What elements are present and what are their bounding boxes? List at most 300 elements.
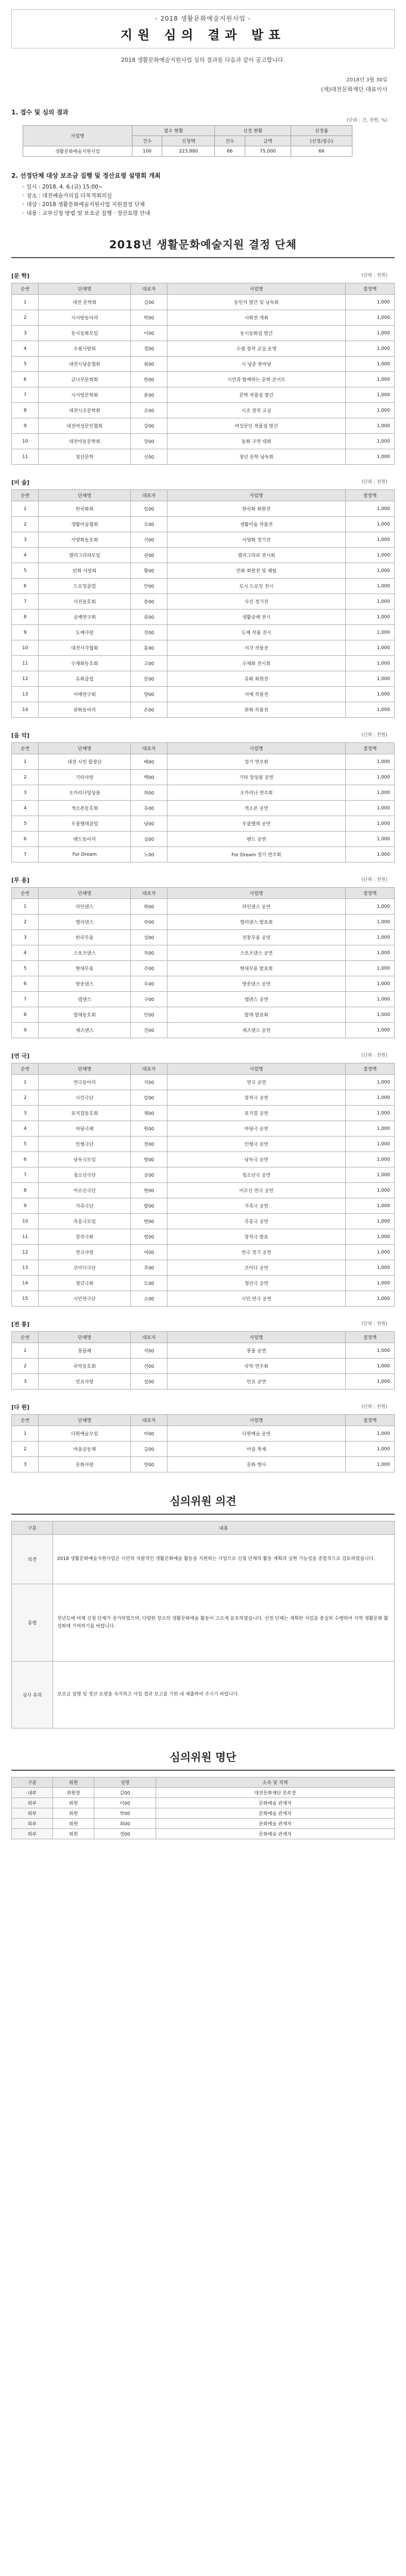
representative: 배00	[130, 754, 167, 770]
representative: 문00	[130, 671, 167, 687]
group-name: 국악동호회	[39, 1359, 131, 1374]
summary-subheader: 신청액	[162, 136, 215, 146]
table-row	[12, 1167, 395, 1183]
representative: 길00	[130, 1442, 167, 1457]
member-name: 박00	[94, 1808, 156, 1819]
representative: 하00	[130, 899, 167, 914]
briefing-info-item: ◦ 내용 : 교부신청 방법 및 보조금 집행 · 정산요령 안내	[22, 210, 150, 216]
table-row	[12, 501, 395, 517]
project-name: 시민과 함께하는 문학 콘서트	[167, 372, 345, 387]
grant-amount: 1,000	[345, 930, 394, 945]
opinion-header: 구분	[12, 1521, 53, 1535]
row-number: 3	[12, 1106, 39, 1121]
group-name: 색소폰동호회	[39, 801, 131, 816]
row-number: 3	[12, 785, 39, 801]
row-number: 1	[12, 1426, 39, 1442]
summary-header: 사업명	[23, 126, 132, 146]
grant-table	[11, 283, 395, 465]
grant-header: 순번	[12, 1332, 39, 1343]
grant-amount: 1,000	[345, 434, 394, 449]
representative: 류00	[130, 609, 167, 625]
project-name: 국악 연주회	[167, 1359, 345, 1374]
project-name: 연극 정기 공연	[167, 1245, 345, 1260]
row-number: 1	[12, 1343, 39, 1359]
group-name: 서양화동호회	[39, 532, 131, 548]
committee-header: 소속 및 직책	[156, 1777, 395, 1788]
table-row	[12, 449, 395, 465]
row-number: 10	[12, 1214, 39, 1229]
table-row	[12, 770, 395, 785]
project-name: For Dream 정기 연주회	[167, 847, 345, 862]
group-name: 청년문학	[39, 449, 131, 465]
summary-subheader: 건수	[215, 136, 245, 146]
grant-amount: 1,000	[345, 847, 394, 862]
project-name: 창작극 공연	[167, 1090, 345, 1106]
grant-amount: 1,000	[345, 1007, 394, 1023]
grant-header: 순번	[12, 490, 39, 501]
table-row	[12, 341, 395, 357]
project-name: 동시동화집 발간	[167, 326, 345, 341]
grant-amount: 1,000	[345, 563, 394, 579]
field-unit: (단위 : 천원)	[361, 733, 387, 738]
grant-amount: 1,000	[345, 1090, 394, 1106]
project-name: 청년극 공연	[167, 1276, 345, 1291]
representative: 함00	[130, 1198, 167, 1214]
row-number: 4	[12, 341, 39, 357]
project-name: 생활공예 전시	[167, 609, 345, 625]
summary-cell: 100	[132, 146, 162, 157]
group-name: 공예연구회	[39, 609, 131, 625]
representative: 신00	[130, 449, 167, 465]
project-name: 시화전 개최	[167, 310, 345, 326]
issuer: (재)대전문화재단 대표이사	[321, 86, 387, 93]
opinion-text: 전년도에 비해 신청 단체가 증가하였으며, 다양한 장르의 생활문화예술 활동이 고르게 분포하였습니다. 선정 단체는 계획한 사업을 충실히 수행하여 지역 생활문화 활성화에 기여하기를 바랍니다.	[53, 1584, 395, 1662]
member-role: 위원	[53, 1808, 94, 1819]
representative: 최00	[130, 357, 167, 372]
table-row	[12, 1007, 395, 1023]
representative: 안00	[130, 579, 167, 594]
project-name: 기타 앙상블 공연	[167, 770, 345, 785]
table-row	[12, 357, 395, 372]
summary-cell: 223,880	[162, 146, 215, 157]
table-row	[12, 640, 395, 656]
grant-amount: 1,000	[345, 357, 394, 372]
member-affiliation: 문화예술 관계자	[156, 1829, 395, 1839]
row-number: 5	[12, 357, 39, 372]
field-heading	[11, 1052, 395, 1060]
grant-amount: 1,000	[345, 594, 394, 609]
briefing-info-list	[22, 183, 395, 218]
grant-amount: 1,000	[345, 579, 394, 594]
briefing-info-item: ◦ 대상 : 2018 생활문화예술지원사업 지원결정 단체	[22, 201, 145, 208]
grant-amount: 1,000	[345, 1152, 394, 1167]
representative: 설00	[130, 1374, 167, 1389]
representative: 구00	[130, 992, 167, 1007]
grant-amount: 1,000	[345, 1106, 394, 1121]
project-name: 가족극 공연	[167, 1198, 345, 1214]
group-name: 한국무용	[39, 930, 131, 945]
grant-amount: 1,000	[345, 387, 394, 403]
grant-amount: 1,000	[345, 1457, 394, 1472]
table-row	[12, 976, 395, 992]
representative: 허00	[130, 785, 167, 801]
grant-amount: 1,000	[345, 702, 394, 718]
group-name: 청년극회	[39, 1276, 131, 1291]
row-number: 14	[12, 1276, 39, 1291]
row-number: 8	[12, 1007, 39, 1023]
field-unit: (단위 : 천원)	[361, 1053, 387, 1058]
project-name: 청년 문학 낭독회	[167, 449, 345, 465]
row-number: 2	[12, 310, 39, 326]
table-row	[12, 403, 395, 418]
grant-amount: 1,000	[345, 609, 394, 625]
group-name: 대전 시민 합창단	[39, 754, 131, 770]
committee-header: 성명	[94, 1777, 156, 1788]
row-number: 6	[12, 579, 39, 594]
row-number: 6	[12, 372, 39, 387]
grant-amount: 1,000	[345, 326, 394, 341]
group-name: 즉흥극모임	[39, 1214, 131, 1229]
summary-subheader: (선정/접수)	[291, 136, 352, 146]
table-row	[12, 1106, 395, 1121]
group-name: 대전아동문학회	[39, 434, 131, 449]
opinion-text: 보조금 집행 및 정산 요령을 숙지하고 사업 결과 보고를 기한 내 제출하여 주시기 바랍니다.	[53, 1662, 395, 1728]
project-name: 사진 정기전	[167, 594, 345, 609]
table-row	[12, 1374, 395, 1389]
table-row	[12, 625, 395, 640]
row-number: 2	[12, 517, 39, 532]
row-number: 11	[12, 1229, 39, 1245]
representative: 석00	[130, 1343, 167, 1359]
project-name: 스포츠댄스 공연	[167, 945, 345, 961]
representative: 지00	[130, 1075, 167, 1090]
representative: 원00	[130, 1121, 167, 1137]
grant-header: 대표자	[130, 283, 167, 295]
row-number: 3	[12, 326, 39, 341]
table-row	[12, 1137, 395, 1152]
group-name: 다원예술모임	[39, 1426, 131, 1442]
group-name: 밴드동아리	[39, 832, 131, 847]
project-name: 동인지 발간 및 낭독회	[167, 295, 345, 310]
group-name: 풍물패	[39, 1343, 131, 1359]
group-name: 현대무용	[39, 961, 131, 976]
grant-table	[11, 1063, 395, 1307]
field-heading	[11, 478, 395, 486]
group-name: 기타사랑	[39, 770, 131, 785]
row-number: 15	[12, 1291, 39, 1307]
grant-header: 단체명	[39, 283, 131, 295]
row-number: 3	[12, 930, 39, 945]
table-row	[12, 1121, 395, 1137]
row-number: 5	[12, 1137, 39, 1152]
grant-header: 결정액	[345, 1332, 394, 1343]
grant-table	[11, 1331, 395, 1389]
program-subtitle: - 2018 생활문화예술지원사업 -	[155, 15, 251, 22]
grant-amount: 1,000	[345, 656, 394, 671]
grant-amount: 1,000	[345, 418, 394, 434]
representative: 심00	[130, 832, 167, 847]
table-row	[12, 548, 395, 563]
committee-row	[12, 1819, 395, 1829]
grant-header: 사업명	[167, 1332, 345, 1343]
representative: 박00	[130, 310, 167, 326]
representative: 추00	[130, 1260, 167, 1276]
representative: 변00	[130, 1214, 167, 1229]
table-row	[12, 1023, 395, 1038]
grant-header: 대표자	[130, 1332, 167, 1343]
group-name: 사진동호회	[39, 594, 131, 609]
grant-amount: 1,000	[345, 671, 394, 687]
representative: 강00	[130, 418, 167, 434]
project-name: 뮤지컬 공연	[167, 1106, 345, 1121]
representative: 홍00	[130, 640, 167, 656]
group-name: 대전 문학회	[39, 295, 131, 310]
row-number: 5	[12, 563, 39, 579]
row-number: 7	[12, 1167, 39, 1183]
table-row	[12, 1291, 395, 1307]
representative: 황00	[130, 563, 167, 579]
table-row	[12, 563, 395, 579]
row-number: 6	[12, 832, 39, 847]
row-number: 14	[12, 702, 39, 718]
project-name: 연극 공연	[167, 1075, 345, 1090]
project-name: 라인댄스 공연	[167, 899, 345, 914]
grant-amount: 1,000	[345, 341, 394, 357]
summary-cell: 생활문화예술지원사업	[23, 146, 132, 157]
grant-amount: 1,000	[345, 914, 394, 930]
project-name: 도예 작품 전시	[167, 625, 345, 640]
member-group: 외부	[12, 1808, 53, 1819]
representative: 차00	[130, 945, 167, 961]
field-heading	[11, 1320, 395, 1328]
representative: 윤00	[130, 387, 167, 403]
representative: 남00	[130, 816, 167, 832]
document-title: 지원 심의 결과 발표	[120, 28, 286, 42]
row-number: 3	[12, 1457, 39, 1472]
representative: 채00	[130, 1106, 167, 1121]
grant-header: 순번	[12, 283, 39, 295]
representative: 염00	[130, 1229, 167, 1245]
field-title: [문 학]	[11, 273, 30, 279]
group-name: 방송댄스	[39, 976, 131, 992]
member-role: 위원장	[53, 1788, 94, 1798]
group-name: 문화사랑	[39, 1457, 131, 1472]
row-number: 1	[12, 501, 39, 517]
table-row	[12, 930, 395, 945]
project-name: 색소폰 공연	[167, 801, 345, 816]
grant-amount: 1,000	[345, 310, 394, 326]
member-affiliation: 문화예술 관계자	[156, 1819, 395, 1829]
grant-amount: 1,000	[345, 1359, 394, 1374]
row-number: 2	[12, 1359, 39, 1374]
grant-amount: 1,000	[345, 801, 394, 816]
grant-amount: 1,000	[345, 1260, 394, 1276]
representative: 연00	[130, 1457, 167, 1472]
committee-row	[12, 1829, 395, 1839]
project-name: 코미디 공연	[167, 1260, 345, 1276]
grant-header: 순번	[12, 1415, 39, 1426]
committee-table	[11, 1777, 395, 1839]
representative: 진00	[130, 1023, 167, 1038]
grant-amount: 1,000	[345, 532, 394, 548]
grant-header: 결정액	[345, 283, 394, 295]
announcement-date: 2018년 3월 30일	[346, 77, 387, 83]
representative: 권00	[130, 548, 167, 563]
grant-amount: 1,000	[345, 1075, 394, 1090]
opinion-category: 의견	[12, 1535, 53, 1584]
representative: 정00	[130, 341, 167, 357]
opinion-text: 2018 생활문화예술지원사업은 시민의 자발적인 생활문화예술 활동을 지원하는 사업으로 신청 단체의 활동 계획과 실현 가능성을 종합적으로 검토하였습니다.	[53, 1535, 395, 1584]
group-name: 민화 사랑회	[39, 563, 131, 579]
grant-table	[11, 1414, 395, 1472]
grant-amount: 1,000	[345, 832, 394, 847]
table-row	[12, 1359, 395, 1374]
project-name: 발레 발표회	[167, 1007, 345, 1023]
member-role: 위원	[53, 1829, 94, 1839]
project-name: 정기 연주회	[167, 754, 345, 770]
grant-header: 결정액	[345, 888, 394, 899]
member-group: 외부	[12, 1798, 53, 1808]
group-name: 수채화동호회	[39, 656, 131, 671]
group-name: 대전시조문학회	[39, 403, 131, 418]
group-name: 유화클럽	[39, 671, 131, 687]
representative: 고00	[130, 656, 167, 671]
group-name: 마을공동체	[39, 1442, 131, 1457]
grant-amount: 1,000	[345, 1137, 394, 1152]
grant-header: 순번	[12, 888, 39, 899]
section-1-heading: 1. 접수 및 심의 결과	[11, 109, 69, 116]
representative: 김00	[130, 295, 167, 310]
grant-header: 사업명	[167, 490, 345, 501]
member-role: 위원	[53, 1819, 94, 1829]
project-name: 현대무용 발표회	[167, 961, 345, 976]
group-name: 시사랑동아리	[39, 310, 131, 326]
group-name: 대전여성문인협회	[39, 418, 131, 434]
row-number: 1	[12, 899, 39, 914]
grant-header: 단체명	[39, 743, 131, 754]
field-heading	[11, 876, 395, 884]
project-name: 우쿨렐레 공연	[167, 816, 345, 832]
grant-amount: 1,000	[345, 1023, 394, 1038]
group-name: 연극동아리	[39, 1075, 131, 1090]
group-name: 코미디극단	[39, 1260, 131, 1276]
row-number: 7	[12, 847, 39, 862]
group-name: 도예사랑	[39, 625, 131, 640]
summary-cell: 66	[215, 146, 245, 157]
member-group: 외부	[12, 1829, 53, 1839]
summary-header: 선정 현황	[215, 126, 291, 136]
row-number: 8	[12, 1183, 39, 1198]
project-name: 청소년극 공연	[167, 1167, 345, 1183]
grant-header: 사업명	[167, 1415, 345, 1426]
grant-header: 대표자	[130, 888, 167, 899]
committee-header: 구분	[12, 1777, 53, 1788]
section-2-heading: 2. 선정단체 대상 보조금 집행 및 정산요령 설명회 개최	[11, 172, 161, 179]
group-name: 인형극단	[39, 1137, 131, 1152]
summary-subheader: 금액	[245, 136, 291, 146]
row-number: 6	[12, 976, 39, 992]
representative: 여00	[130, 1245, 167, 1260]
table-row	[12, 295, 395, 310]
grant-amount: 1,000	[345, 945, 394, 961]
grant-amount: 1,000	[345, 1198, 394, 1214]
table-row	[12, 801, 395, 816]
grant-header: 단체명	[39, 888, 131, 899]
row-number: 10	[12, 434, 39, 449]
grant-amount: 1,000	[345, 1343, 394, 1359]
project-name: 어르신 연극 공연	[167, 1183, 345, 1198]
grant-amount: 1,000	[345, 1167, 394, 1183]
field-unit: (단위 : 천원)	[361, 480, 387, 485]
representative: 민00	[130, 1007, 167, 1023]
project-name: 서각 작품전	[167, 640, 345, 656]
grant-table	[11, 742, 395, 862]
member-affiliation: 대전문화재단 본부장	[156, 1788, 395, 1798]
group-name: 밸리댄스	[39, 914, 131, 930]
project-name: 민화 회원전 및 체험	[167, 563, 345, 579]
group-name: 낭독극모임	[39, 1152, 131, 1167]
grant-header: 결정액	[345, 490, 394, 501]
grant-header: 결정액	[345, 743, 394, 754]
row-number: 4	[12, 801, 39, 816]
representative: 엄00	[130, 1090, 167, 1106]
project-name: 낭독극 공연	[167, 1152, 345, 1167]
project-name: 전통무용 공연	[167, 930, 345, 945]
grant-amount: 1,000	[345, 1121, 394, 1137]
grant-amount: 1,000	[345, 1442, 394, 1457]
row-number: 7	[12, 387, 39, 403]
representative: 장00	[130, 434, 167, 449]
table-row	[12, 609, 395, 625]
project-name: 재즈댄스 공연	[167, 1023, 345, 1038]
row-number: 10	[12, 640, 39, 656]
table-row	[12, 387, 395, 403]
representative: 노00	[130, 847, 167, 862]
row-number: 13	[12, 687, 39, 702]
group-name: 드로잉클럽	[39, 579, 131, 594]
member-name: 이00	[94, 1798, 156, 1808]
grant-amount: 1,000	[345, 403, 394, 418]
field-title: [음 악]	[11, 732, 30, 739]
table-row	[12, 1260, 395, 1276]
project-name: 시민 연극 공연	[167, 1291, 345, 1307]
row-number: 5	[12, 816, 39, 832]
table-row	[12, 847, 395, 862]
grant-header: 단체명	[39, 1332, 131, 1343]
grant-table	[11, 489, 395, 718]
document-page	[0, 9, 406, 1839]
group-name: 청소년극단	[39, 1167, 131, 1183]
row-number: 2	[12, 1090, 39, 1106]
grant-amount: 1,000	[345, 992, 394, 1007]
field-heading	[11, 272, 395, 280]
row-number: 1	[12, 295, 39, 310]
table-row	[12, 434, 395, 449]
project-name: 밴드 공연	[167, 832, 345, 847]
grant-amount: 1,000	[345, 449, 394, 465]
grant-header: 대표자	[130, 1415, 167, 1426]
row-number: 2	[12, 1442, 39, 1457]
grant-amount: 1,000	[345, 640, 394, 656]
representative: 한00	[130, 372, 167, 387]
representative: 공00	[130, 1167, 167, 1183]
row-number: 8	[12, 403, 39, 418]
grant-header: 순번	[12, 1063, 39, 1075]
representative: 우00	[130, 976, 167, 992]
field-heading	[11, 731, 395, 739]
row-number: 12	[12, 1245, 39, 1260]
project-name: 도시 드로잉 전시	[167, 579, 345, 594]
